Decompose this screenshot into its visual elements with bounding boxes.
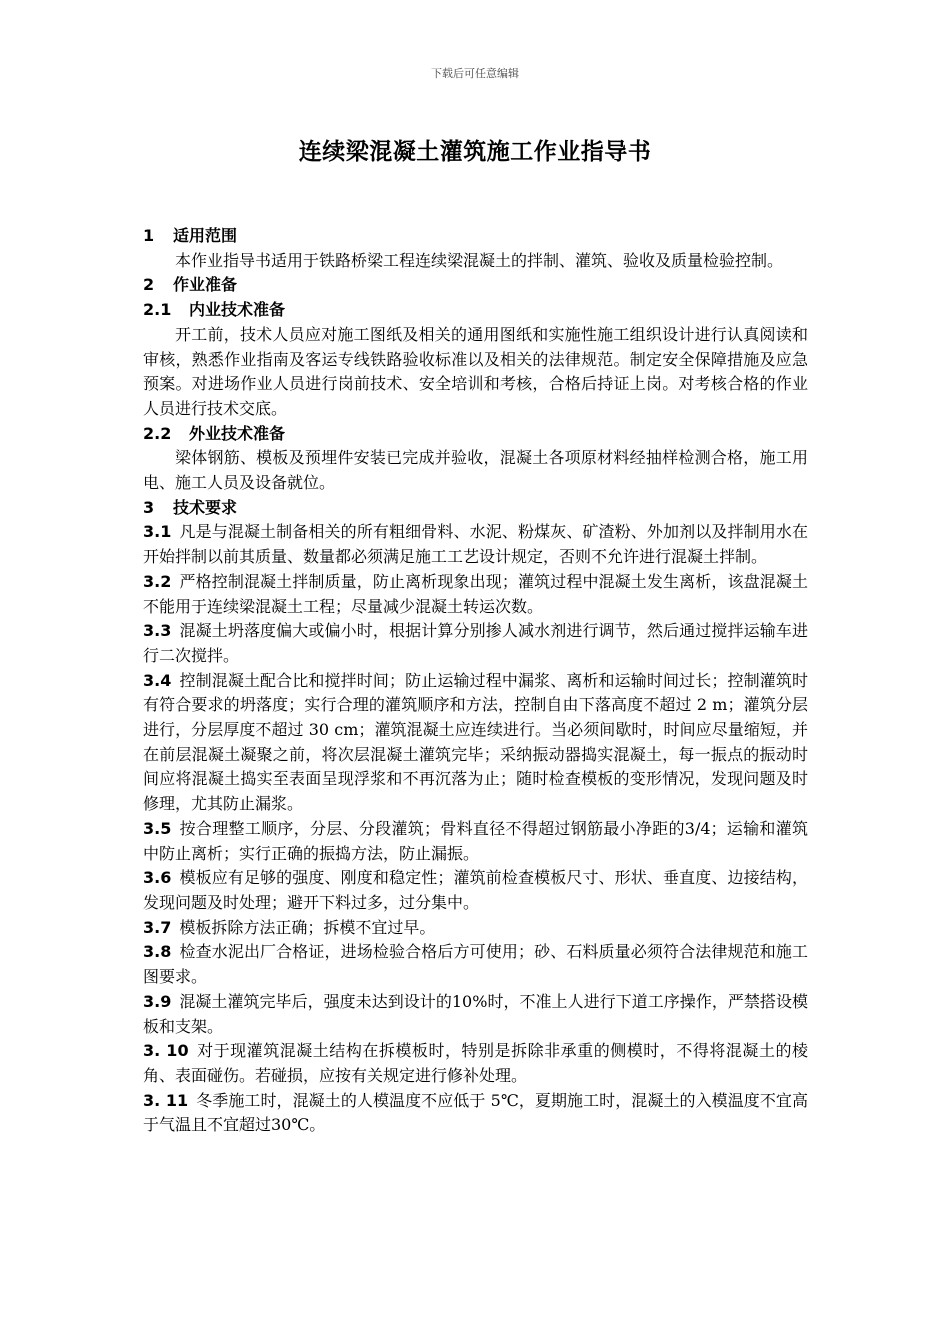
clause-3-3 <box>143 619 808 668</box>
subsection-title: 内业技术准备 <box>189 300 286 320</box>
clause-number: 3. 11 <box>143 1090 189 1110</box>
clause-text: 模板拆除方法正确；拆模不宜过早。 <box>179 917 436 937</box>
section-3-heading <box>143 496 808 521</box>
section-2-2-paragraph: 梁体钢筋、模板及预埋件安装已完成并验收，混凝土各项原材料经抽样检测合格，施工用电、施工人员及设备就位。 <box>143 448 808 493</box>
clause-number: 3.5 <box>143 818 172 838</box>
clause-3-10 <box>143 1039 808 1088</box>
clause-number: 3.7 <box>143 917 172 937</box>
clause-text: 检查水泥出厂合格证，进场检验合格后方可使用；砂、石料质量必须符合法律规范和施工图要求。 <box>143 942 808 987</box>
clause-number: 3. 10 <box>143 1041 189 1061</box>
clause-number: 3.8 <box>143 942 172 962</box>
section-title: 技术要求 <box>173 497 238 517</box>
page-header-note: 下载后可任意编辑 <box>431 67 519 80</box>
clause-3-4 <box>143 669 808 817</box>
clause-3-8 <box>143 940 808 989</box>
clause-3-9 <box>143 990 808 1039</box>
clause-number: 3.6 <box>143 868 172 888</box>
section-number: 3 <box>143 497 155 517</box>
document-body <box>143 224 808 1138</box>
clause-text: 控制混凝土配合比和搅拌时间；防止运输过程中漏浆、离析和运输时间过长；控制灌筑时有符合要求的坍落度；实行合理的灌筑顺序和方法，控制自由下落高度不超过 2 m；灌筑分层进行，分层厚度不超过 30 cm；灌筑混凝土应连续进行。当必须间歇时，时间应尽量缩短，并在前层混凝土凝聚之前，将次层混凝土灌筑完毕；采纳振动器捣实混凝土，每一振点的振动时间应将混凝土捣实至表面呈现浮浆和不再沉落为止；随时检查模板的变形情况，发现问题及时修理，尤其防止漏浆。 <box>143 670 808 814</box>
section-2-heading <box>143 273 808 298</box>
clause-text: 混凝土坍落度偏大或偏小时，根据计算分别掺人减水剂进行调节，然后通过搅拌运输车进行二次搅拌。 <box>143 621 808 665</box>
subsection-number: 2.2 <box>143 423 172 443</box>
clause-number: 3.3 <box>143 621 172 641</box>
clause-3-7 <box>143 916 808 941</box>
clause-text: 严格控制混凝土拌制质量，防止离析现象出现；灌筑过程中混凝土发生离析，该盘混凝土不能用于连续梁混凝土工程；尽量减少混凝土转运次数。 <box>143 571 808 616</box>
section-number: 1 <box>143 226 155 245</box>
document-title: 连续梁混凝土灌筑施工作业指导书 <box>298 139 652 165</box>
subsection-title: 外业技术准备 <box>189 423 286 443</box>
clause-number: 3.2 <box>143 571 172 591</box>
clause-text: 按合理整工顺序，分层、分段灌筑；骨料直径不得超过钢筋最小净距的3/4；运输和灌筑中防止离析；实行正确的振捣方法，防止漏振。 <box>143 818 808 863</box>
section-title: 适用范围 <box>173 226 238 245</box>
clause-3-2 <box>143 570 808 619</box>
clause-text: 混凝土灌筑完毕后，强度未达到设计的10%时，不准上人进行下道工序操作，严禁搭设模板和支架。 <box>143 991 808 1036</box>
clause-text: 凡是与混凝土制备相关的所有粗细骨料、水泥、粉煤灰、矿渣粉、外加剂以及拌制用水在开始拌制以前其质量、数量都必须满足施工工艺设计规定，否则不允许进行混凝土拌制。 <box>143 522 808 567</box>
clause-3-5 <box>143 817 808 866</box>
section-2-1-paragraph: 开工前，技术人员应对施工图纸及相关的通用图纸和实施性施工组织设计进行认真阅读和审核，熟悉作业指南及客运专线铁路验收标准以及相关的法律规范。制定安全保障措施及应急预案。对进场作业人员进行岗前技术、安全培训和考核，合格后持证上岗。对考核合格的作业人员进行技术交底。 <box>143 324 808 418</box>
section-1-heading <box>143 224 808 249</box>
clause-3-11 <box>143 1089 808 1138</box>
clause-text: 对于现灌筑混凝土结构在拆模板时，特别是拆除非承重的侧模时，不得将混凝土的棱角、表面碰伤。若碰损，应按有关规定进行修补处理。 <box>143 1041 808 1085</box>
clause-3-6 <box>143 866 808 915</box>
section-title: 作业准备 <box>173 275 238 295</box>
clause-text: 冬季施工时，混凝土的人模温度不应低于 5℃，夏期施工时，混凝土的入模温度不宜高于气温且不宜超过30℃。 <box>143 1090 809 1135</box>
section-2-1-heading <box>143 298 808 323</box>
section-2-2-heading <box>143 422 808 447</box>
subsection-number: 2.1 <box>143 300 172 320</box>
clause-3-1 <box>143 520 808 569</box>
clause-number: 3.9 <box>143 991 172 1011</box>
clause-number: 3.4 <box>143 670 172 690</box>
section-1-paragraph: 本作业指导书适用于铁路桥梁工程连续梁混凝土的拌制、灌筑、验收及质量检验控制。 <box>175 250 784 270</box>
section-number: 2 <box>143 275 155 295</box>
clause-text: 模板应有足够的强度、刚度和稳定性；灌筑前检查模板尺寸、形状、垂直度、边接结构，发现问题及时处理；避开下料过多，过分集中。 <box>143 868 808 912</box>
clause-number: 3.1 <box>143 522 172 542</box>
